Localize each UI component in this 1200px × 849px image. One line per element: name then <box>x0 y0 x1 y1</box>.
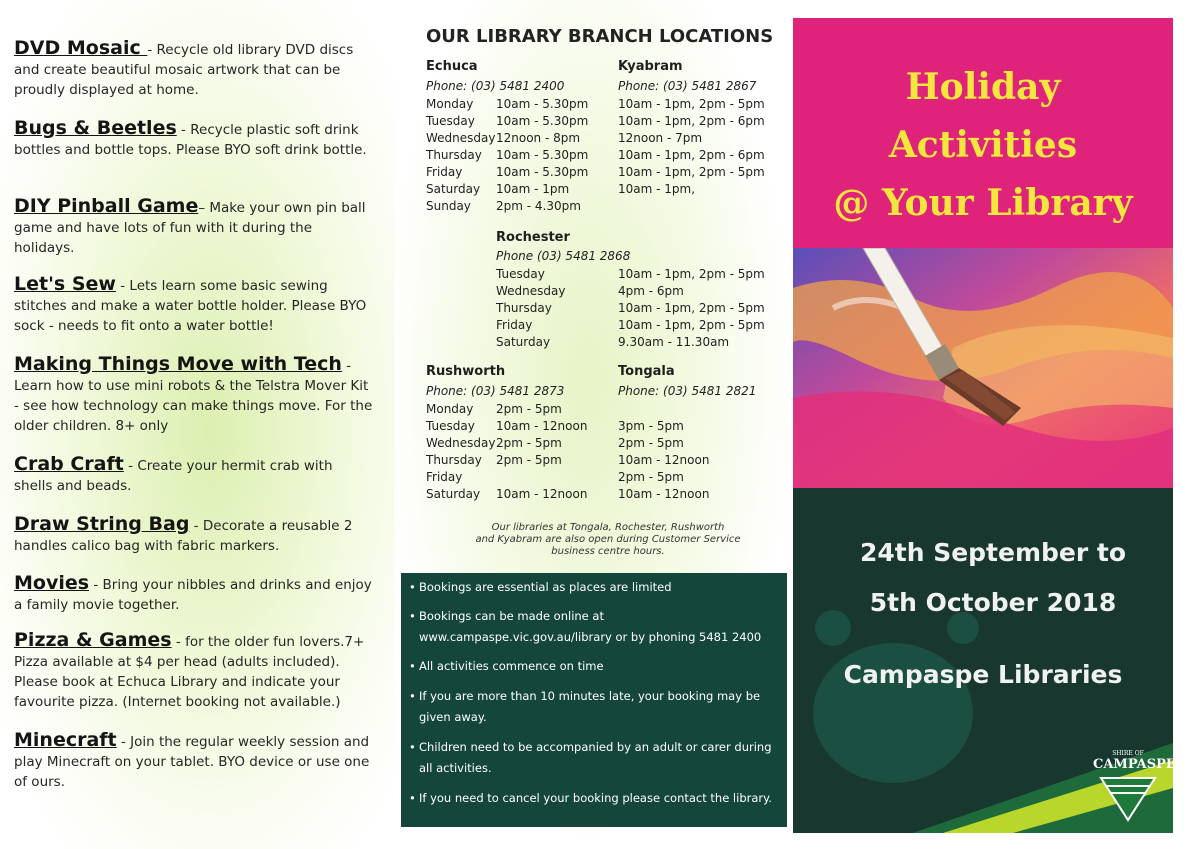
activity-item <box>14 514 374 556</box>
day-label: Friday <box>496 318 533 332</box>
branch-name-rochester: Rochester <box>496 230 570 245</box>
tongala-hours <box>618 401 709 503</box>
rochester-hours <box>618 266 765 351</box>
event-dates <box>793 528 1193 628</box>
activity-separator: - <box>341 358 352 374</box>
hours-value: 10am - 1pm <box>496 182 570 196</box>
hours-value: 10am - 1pm, 2pm - 5pm <box>618 301 765 315</box>
booking-rule <box>409 788 784 809</box>
shield-icon <box>1093 776 1163 826</box>
note-line: business centre hours. <box>551 546 665 557</box>
echuca-hours <box>496 96 588 215</box>
booking-rule-text: all activities. <box>419 761 492 775</box>
activity-description: Recycle old library DVD discs and create beautiful mosaic artwork that can be proudly displayed at home. <box>14 42 354 98</box>
activities-panel <box>0 0 395 849</box>
activity-title: Movies <box>14 572 90 594</box>
day-label: Tuesday <box>496 267 545 281</box>
activity-separator: - <box>189 518 203 534</box>
activity-item <box>14 38 374 100</box>
hours-value: 4pm - 6pm <box>618 284 684 298</box>
activity-description: Recycle plastic soft drink bottles and bottle tops. Please BYO soft drink bottle. <box>14 122 367 158</box>
cover-title-line: @ Your Library <box>833 182 1133 224</box>
booking-rule-text: Bookings are essential as places are limited <box>419 580 672 594</box>
rushworth-days <box>426 401 495 503</box>
booking-rule <box>409 737 784 779</box>
activity-item <box>14 118 374 160</box>
activity-title: Minecraft <box>14 729 117 751</box>
hours-value: 2pm - 4.30pm <box>496 199 581 213</box>
activity-item <box>14 454 374 496</box>
activity-separator: - <box>115 278 130 294</box>
branch-name-echuca: Echuca <box>426 59 478 74</box>
booking-rule-text: given away. <box>419 710 487 724</box>
day-label: Thursday <box>496 301 552 315</box>
activity-title: DIY Pinball Game <box>14 195 199 217</box>
bullet-icon: • <box>409 791 416 805</box>
day-label: Saturday <box>426 487 481 501</box>
bullet-icon: • <box>409 580 416 594</box>
branch-phone-rushworth: Phone: (03) 5481 2873 <box>426 384 565 398</box>
activity-separator: – <box>198 200 210 216</box>
activity-item <box>14 730 374 792</box>
hours-value: 10am - 5.30pm <box>496 165 589 179</box>
activity-item <box>14 196 374 258</box>
activity-separator: - <box>176 122 191 138</box>
hours-value <box>496 469 587 486</box>
branch-name-tongala: Tongala <box>618 364 675 379</box>
hours-value: 10am - 12noon <box>496 419 588 433</box>
activity-title: Draw String Bag <box>14 513 190 535</box>
note-line: and Kyabram are also open during Customer Service <box>475 534 741 545</box>
cover-title-block <box>793 18 1173 488</box>
date-line: 5th October 2018 <box>869 588 1117 617</box>
hours-value: 10am - 12noon <box>618 453 710 467</box>
day-label: Wednesday <box>426 436 496 450</box>
activity-title: Pizza & Games <box>14 629 172 651</box>
bookings-info-box <box>401 573 787 827</box>
cover-panel <box>792 0 1200 849</box>
day-label: Tuesday <box>426 419 475 433</box>
booking-rule <box>409 606 784 648</box>
activity-item <box>14 274 374 336</box>
activity-title: DVD Mosaic <box>14 37 148 59</box>
day-label: Friday <box>426 470 463 484</box>
hours-value: 9.30am - 11.30am <box>618 335 730 349</box>
booking-rule <box>409 656 784 677</box>
hours-value: 10am - 1pm, <box>618 182 696 196</box>
cover-dates-block <box>793 488 1176 833</box>
day-label: Thursday <box>426 453 482 467</box>
branch-name-rushworth: Rushworth <box>426 364 506 379</box>
activity-separator: - <box>147 42 157 58</box>
cover-title-line: Activities <box>888 124 1078 166</box>
day-label: Sunday <box>426 199 471 213</box>
hours-value: 10am - 1pm, 2pm - 5pm <box>618 165 765 179</box>
booking-rule-text: If you are more than 10 minutes late, your booking may be <box>419 689 761 703</box>
day-label: Saturday <box>426 182 481 196</box>
activity-description: Make your own pin ball game and have lots of fun with it during the holidays. <box>14 200 366 256</box>
rushworth-hours <box>496 401 587 503</box>
bullet-icon: • <box>409 689 416 703</box>
activity-separator: - <box>116 734 131 750</box>
hours-value: 2pm - 5pm <box>496 453 562 467</box>
echuca-days <box>426 96 495 215</box>
activity-title: Bugs & Beetles <box>14 117 177 139</box>
cover-title <box>793 58 1173 232</box>
bullet-icon: • <box>409 659 416 673</box>
hours-value: 2pm - 5pm <box>618 470 684 484</box>
hours-value: 10am - 1pm, 2pm - 5pm <box>618 97 765 111</box>
day-label: Tuesday <box>426 114 475 128</box>
logo-name: CAMPASPE <box>1093 757 1176 772</box>
booking-rule-text: Bookings can be made online at <box>419 609 604 623</box>
locations-heading: OUR LIBRARY BRANCH LOCATIONS <box>426 26 774 47</box>
booking-rule <box>409 577 784 598</box>
note-line: Our libraries at Tongala, Rochester, Rushworth <box>491 522 725 533</box>
activity-separator: - <box>89 577 103 593</box>
activity-description: for the older fun lovers.7+ Pizza available at $4 per head (adults included). Please book at Echuca Library and indicate your favourite pizza. (Internet booking not available.) <box>14 634 365 710</box>
hours-value: 10am - 12noon <box>618 487 710 501</box>
hours-value: 10am - 5.30pm <box>496 97 589 111</box>
branch-phone-kyabram: Phone: (03) 5481 2867 <box>618 79 757 93</box>
activity-title: Crab Craft <box>14 453 124 475</box>
paintbrush-artwork-image <box>793 248 1173 506</box>
day-label: Wednesday <box>496 284 566 298</box>
booking-rule-text: Children need to be accompanied by an adult or carer during <box>419 740 772 754</box>
booking-rule-text: If you need to cancel your booking please contact the library. <box>419 791 772 805</box>
activity-title: Let's Sew <box>14 273 116 295</box>
day-label: Monday <box>426 402 474 416</box>
booking-rule-text: www.campaspe.vic.gov.au/library or by phoning 5481 2400 <box>419 630 762 644</box>
organisation-name: Campaspe Libraries <box>843 660 1123 689</box>
hours-value: 12noon - 7pm <box>618 131 703 145</box>
hours-value: 10am - 5.30pm <box>496 148 589 162</box>
hours-value: 10am - 1pm, 2pm - 5pm <box>618 267 765 281</box>
hours-value: 3pm - 5pm <box>618 419 684 433</box>
booking-rule-text: All activities commence on time <box>419 659 604 673</box>
day-label: Monday <box>426 97 474 111</box>
hours-value: 10am - 1pm, 2pm - 6pm <box>618 114 765 128</box>
activity-separator: - <box>171 634 186 650</box>
hours-value: 2pm - 5pm <box>496 402 562 416</box>
activity-separator: - <box>123 458 138 474</box>
hours-value: 10am - 1pm, 2pm - 6pm <box>618 148 765 162</box>
activity-item <box>14 573 374 615</box>
day-label: Saturday <box>496 335 551 349</box>
logo-shire-label: SHIRE OF <box>1112 750 1144 757</box>
day-label: Wednesday <box>426 131 496 145</box>
day-label: Friday <box>426 165 463 179</box>
activity-description: Join the regular weekly session and play Minecraft on your tablet. BYO device or use one of ours. <box>14 734 370 790</box>
activity-description: Decorate a reusable 2 handles calico bag with fabric markers. <box>14 518 353 554</box>
hours-value: 10am - 5.30pm <box>496 114 589 128</box>
cover-title-line: Holiday <box>905 66 1061 108</box>
rochester-days <box>496 266 565 351</box>
opening-hours-note <box>458 522 758 558</box>
activity-item <box>14 630 374 712</box>
date-line: 24th September to <box>859 538 1127 567</box>
activity-description: Lets learn some basic sewing stitches and make a water bottle holder. Please BYO sock - needs to fit onto a water bottle! <box>14 278 367 334</box>
branch-phone-echuca: Phone: (03) 5481 2400 <box>426 79 565 93</box>
activity-description: Learn how to use mini robots & the Telstra Mover Kit - see how technology can make things move. For the older children. 8+ only <box>14 378 373 434</box>
campaspe-logo <box>1093 750 1176 830</box>
branch-phone-tongala: Phone: (03) 5481 2821 <box>618 384 757 398</box>
hours-value <box>618 401 709 418</box>
bullet-icon: • <box>409 609 416 623</box>
branch-phone-rochester: Phone (03) 5481 2868 <box>496 249 631 263</box>
activity-title: Making Things Move with Tech <box>14 353 342 375</box>
activity-item <box>14 354 374 436</box>
day-label: Thursday <box>426 148 482 162</box>
kyabram-hours <box>618 96 765 198</box>
hours-value: 10am - 1pm, 2pm - 5pm <box>618 318 765 332</box>
hours-value: 2pm - 5pm <box>496 436 562 450</box>
hours-value: 12noon - 8pm <box>496 131 581 145</box>
branch-name-kyabram: Kyabram <box>618 59 683 74</box>
activity-description: Bring your nibbles and drinks and enjoy a family movie together. <box>14 577 372 613</box>
activity-description: Create your hermit crab with shells and beads. <box>14 458 333 494</box>
hours-value: 2pm - 5pm <box>618 436 684 450</box>
hours-value: 10am - 12noon <box>496 487 588 501</box>
booking-rule <box>409 686 784 728</box>
bullet-icon: • <box>409 740 416 754</box>
